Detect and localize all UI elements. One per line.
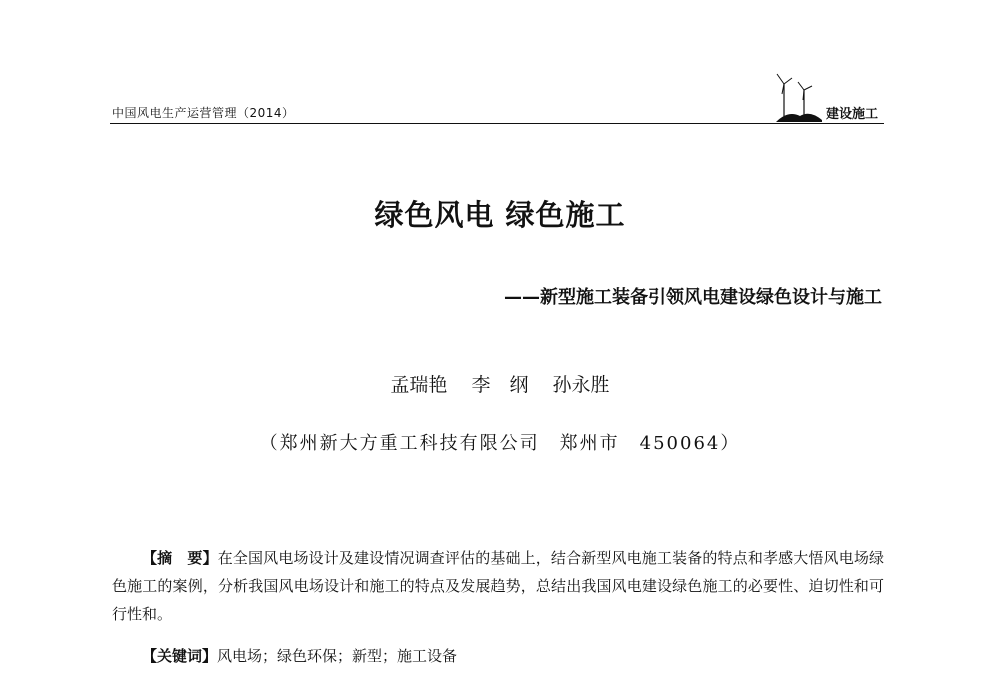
affiliation: （郑州新大方重工科技有限公司 郑州市 450064） bbox=[259, 433, 741, 454]
author-name: 孙永胜 bbox=[552, 374, 610, 396]
wind-turbine-logo-icon bbox=[774, 70, 822, 122]
header-rule bbox=[110, 123, 884, 124]
keywords-label: 【关键词】 bbox=[142, 647, 218, 665]
journal-name: 中国风电生产运营管理（2014） bbox=[112, 106, 295, 120]
author-list bbox=[0, 370, 1000, 397]
article-subtitle: ——新型施工装备引领风电建设绿色设计与施工 bbox=[504, 287, 882, 308]
abstract-text: 在全国风电场设计及建设情况调查评估的基础上，结合新型风电施工装备的特点和孝感大悟风电场绿色施工的案例，分析我国风电场设计和施工的特点及发展趋势，总结出我国风电建设绿色施工的必要性、迫切性和可行性和。 bbox=[112, 549, 884, 623]
author-name: 李 纲 bbox=[471, 374, 529, 396]
keywords bbox=[142, 645, 457, 666]
keywords-text: 风电场；绿色环保；新型；施工设备 bbox=[217, 647, 458, 665]
article-title: 绿色风电 绿色施工 bbox=[374, 198, 626, 232]
abstract bbox=[112, 544, 884, 628]
author-name: 孟瑞艳 bbox=[390, 374, 448, 396]
abstract-label: 【摘 要】 bbox=[142, 549, 218, 567]
section-name: 建设施工 bbox=[826, 107, 879, 122]
